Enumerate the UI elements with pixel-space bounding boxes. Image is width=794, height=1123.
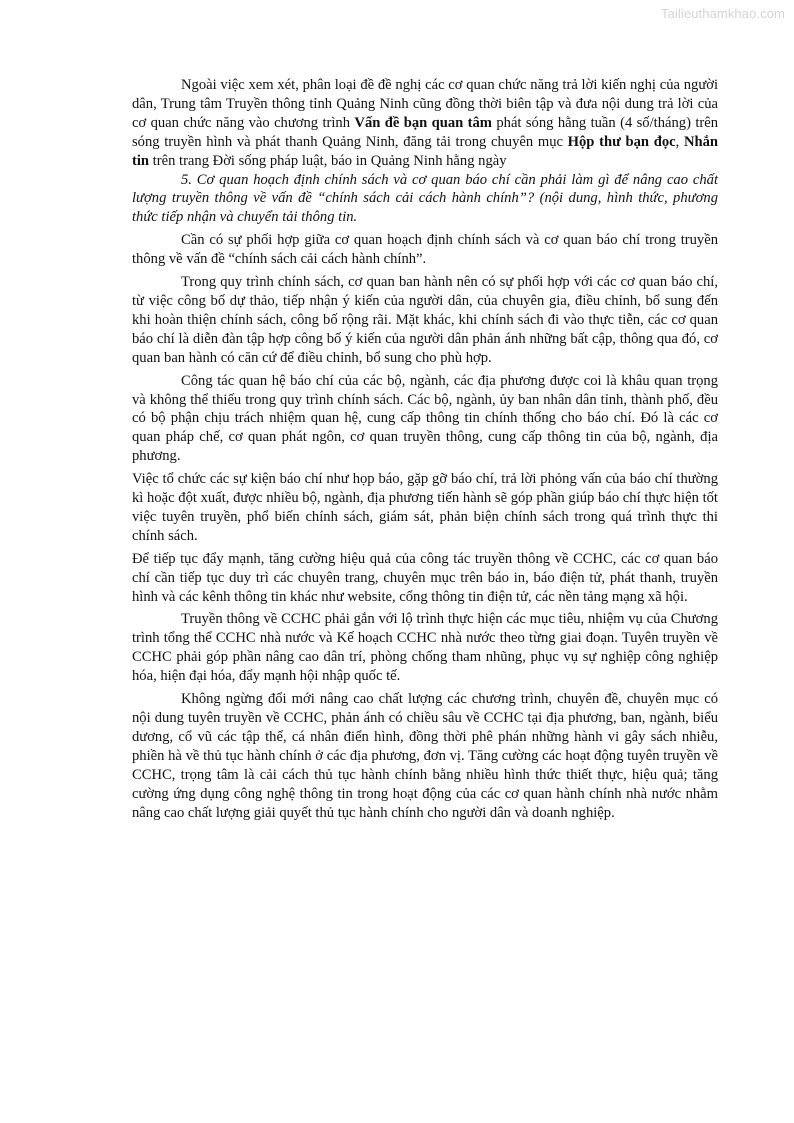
paragraph: Trong quy trình chính sách, cơ quan ban hành nên có sự phối hợp với các cơ quan báo chí, từ việc công bố dự thảo, tiếp nhận ý kiến của người dân, của chuyên gia, điều chỉnh, bổ sung đến khi hoàn thiện chính sách, công bố rộng rãi. Mặt khác, khi chính sách đi vào thực tiễn, các cơ quan báo chí là diễn đàn tập hợp công bố ý kiến của người dân phản ánh những bất cập, thông qua đó, cơ quan ban hành có căn cứ để điều chỉnh, bổ sung cho phù hợp. xyxy=(132,274,718,366)
column-name-bold-2: Nhắn tin xyxy=(132,133,719,169)
paragraph: Không ngừng đổi mới nâng cao chất lượng các chương trình, chuyên đề, chuyên mục có nội dung tuyên truyền về CCHC, phản ánh có chiều sâu về CCHC tại địa phương, ban, ngành, biểu dương, cổ vũ các tập thể, cá nhân điển hình, đồng thời phê phán những hành vi gây sách nhiễu, phiền hà về thủ tục hành chính ở các địa phương, đơn vị. Tăng cường các hoạt động tuyên truyền về CCHC, trọng tâm là cải cách thủ tục hành chính bằng nhiều hình thức thiết thực, hiệu quả; tăng cường ứng dụng công nghệ thông tin trong hoạt động của các cơ quan hành chính nhà nước nhằm nâng cao chất lượng giải quyết thủ tục hành chính cho người dân và doanh nghiệp. xyxy=(132,691,718,821)
paragraph: Truyền thông về CCHC phải gắn với lộ trình thực hiện các mục tiêu, nhiệm vụ của Chương trình tổng thể CCHC nhà nước và Kế hoạch CCHC nhà nước theo từng giai đoạn. Tuyên truyền về CCHC phải góp phần nâng cao dân trí, phòng chống tham nhũng, phục vụ sự nghiệp công nghiệp hóa, hiện đại hóa, đẩy mạnh hội nhập quốc tế. xyxy=(132,611,718,685)
paragraph-intro xyxy=(132,76,718,171)
intro-text-3: , xyxy=(675,133,684,150)
intro-text-1: Ngoài việc xem xét, phân loại đề đề nghị các cơ quan chức năng trả lời kiến nghị của người dân, Trung tâm Truyền thông tỉnh Quảng Ninh cũng đồng thời biên tập và đưa nội dung trả lời của cơ quan chức năng vào chương trình xyxy=(132,77,718,131)
paragraph: Để tiếp tục đẩy mạnh, tăng cường hiệu quả của công tác truyền thông về CCHC, các cơ quan báo chí cần tiếp tục duy trì các chuyên trang, chuyên mục trên báo in, báo điện tử, phát thanh, truyền hình và các kênh thông tin khác như website, cổng thông tin điện tử, các nền tảng mạng xã hội. xyxy=(132,550,718,605)
watermark: Tailieuthamkhao.com xyxy=(660,6,785,21)
paragraph: Cần có sự phối hợp giữa cơ quan hoạch định chính sách và cơ quan báo chí trong truyền thông về vấn đề “chính sách cải cách hành chính”. xyxy=(132,232,718,268)
intro-text-2: phát sóng hằng tuần (4 số/tháng) trên sóng truyền hình và phát thanh Quảng Ninh, đăng tải trong chuyên mục xyxy=(132,114,719,150)
paragraph: Việc tổ chức các sự kiện báo chí như họp báo, gặp gỡ báo chí, trả lời phỏng vấn của báo chí thường kì hoặc đột xuất, được nhiều bộ, ngành, địa phương tiến hành sẽ góp phần giúp báo chí thực hiện tốt việc tuyên truyền, phổ biến chính sách, giám sát, phản biện chính sách trong quá trình thực thi chính sách. xyxy=(132,471,718,544)
paragraph: Công tác quan hệ báo chí của các bộ, ngành, các địa phương được coi là khâu quan trọng và không thể thiếu trong quy trình chính sách. Các bộ, ngành, ủy ban nhân dân tỉnh, thành phố, đều có bộ phận chịu trách nhiệm quan hệ, cung cấp thông tin chính thống cho báo chí. Đó là các cơ quan pháp chế, cơ quan phát ngôn, cơ quan truyền thông, cung cấp thông tin của bộ, ngành, địa phương. xyxy=(132,372,718,465)
program-name-bold: Vấn đề bạn quan tâm xyxy=(354,114,492,131)
document-body xyxy=(132,76,718,822)
column-name-bold: Hộp thư bạn đọc xyxy=(567,133,676,150)
intro-text-4: trên trang Đời sống pháp luật, báo in Quảng Ninh hằng ngày xyxy=(149,152,507,169)
question-heading: 5. Cơ quan hoạch định chính sách và cơ quan báo chí cần phải làm gì để nâng cao chất lượng truyền thông về vấn đề “chính sách cải cách hành chính”? (nội dung, hình thức, phương thức tiếp nhận và chuyển tải thông tin. xyxy=(132,171,718,226)
